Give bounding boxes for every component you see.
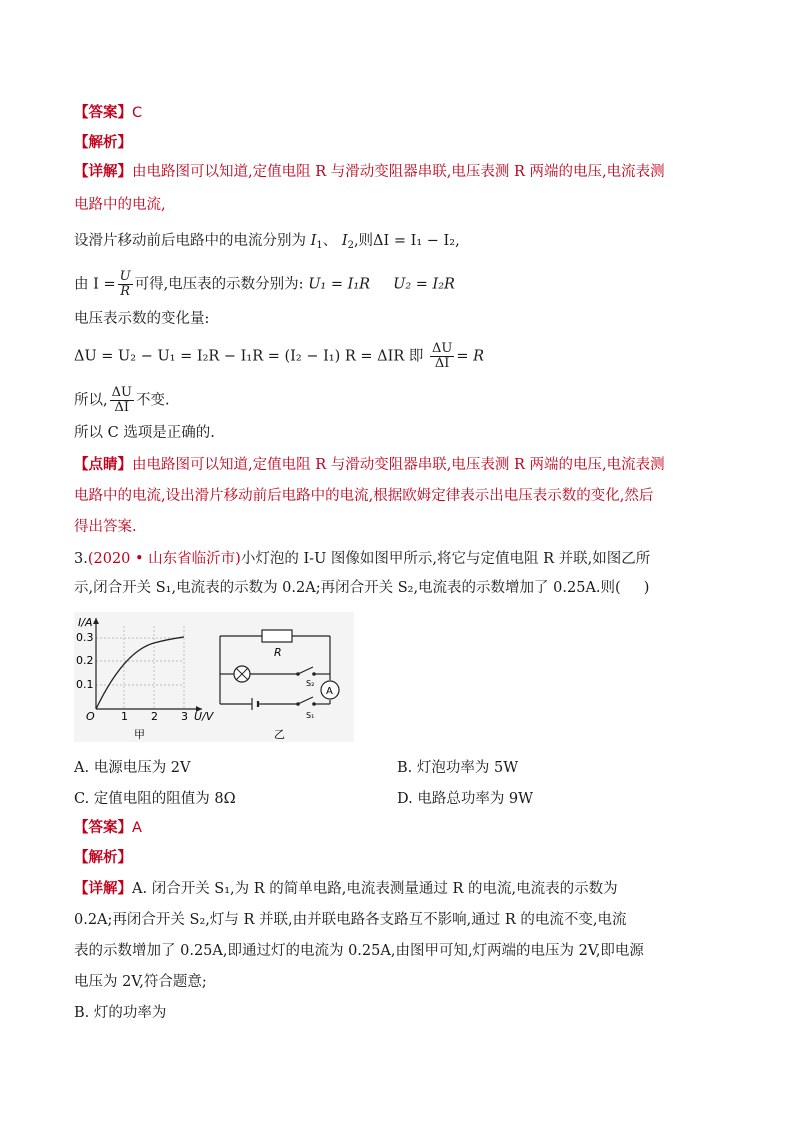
detail-line-7 (74, 386, 170, 415)
current-i1: I (310, 233, 317, 249)
resistor (262, 630, 292, 642)
detail-line-5: 电压表示数的变化量: (74, 311, 210, 327)
comment-tag: 【点睛】 (74, 456, 132, 473)
figure-b-caption: 乙 (274, 728, 285, 741)
fraction-numerator: ΔU (111, 385, 132, 400)
question-number: 3. (74, 551, 88, 567)
from-text: 由 (74, 276, 89, 293)
then-text: ,则 (353, 233, 374, 249)
y-tick-0-2: 0.2 (76, 654, 94, 667)
u2-equation: U₂ = I₂R (393, 276, 455, 293)
delta-i-equation: ΔI = I₁ − I₂ (373, 233, 456, 249)
option-a: A. 电源电压为 2V (74, 760, 191, 776)
comment-line-1 (74, 455, 665, 475)
circuit-figure (214, 612, 354, 742)
detail-3-line-3: 表的示数增加了 0.25A,即通过灯的电流为 0.25A,由图甲可知,灯两端的电压为 2V,即电源 (74, 943, 644, 959)
detail-line-1 (74, 162, 665, 182)
option-c: C. 定值电阻的阻值为 8Ω (74, 791, 236, 807)
detail-line-3: 设滑片移动前后电路中的电流分别为 $I_1$、 $I_2$,则ΔI = I₁ − I₂, (74, 233, 460, 251)
answer-3-tag: 【答案】 (74, 819, 132, 836)
delta-u-equation: ΔU = U₂ − U₁ = I₂R − I₁R = (I₂ − I₁) R = ΔIR (74, 348, 405, 365)
answer-value: C (132, 105, 143, 121)
answer-blank-close: ) (643, 580, 650, 596)
answer-3-value: A (132, 820, 142, 836)
answer-tag: 【答案】 (74, 104, 132, 121)
question-3-line-2 (74, 578, 649, 598)
resistor-label: R (274, 646, 282, 659)
switch-s1-label: S₁ (306, 711, 315, 720)
y-axis-label: I/A (78, 616, 93, 629)
detail-3-line-1 (74, 879, 618, 899)
analysis-3-line (74, 848, 132, 868)
analysis-3-tag: 【解析】 (74, 849, 132, 866)
voltmeter-text: 可得,电压表的示数分别为: (134, 276, 304, 293)
iu-graph-figure (74, 612, 214, 742)
answer-3-line (74, 818, 142, 838)
x-tick-2: 2 (151, 710, 158, 723)
detail-3-tag: 【详解】 (74, 880, 132, 897)
y-tick-0-1: 0.1 (76, 678, 94, 691)
detail-line-2: 电路中的电流, (74, 197, 166, 213)
detail-line-4 (74, 270, 455, 299)
delta-fraction-2 (110, 386, 134, 415)
unchanged-text: 不变. (135, 392, 170, 409)
comment-line-3: 得出答案. (74, 519, 137, 535)
separator: 、 (322, 233, 338, 249)
ohm-fraction (118, 270, 133, 299)
comma: , (455, 233, 460, 249)
u1-equation: U₁ = I₁R (308, 276, 371, 293)
comment-line-2: 电路中的电流,设出滑片移动前后电路中的电流,根据欧姆定律表示出电压表示数的变化,然后 (74, 488, 654, 504)
therefore-text: 所以, (74, 392, 108, 409)
switch-s2-label: S₂ (306, 679, 315, 688)
detail-line-3-prefix: 设滑片移动前后电路中的电流分别为 (74, 233, 306, 249)
fraction-denominator: ΔI (114, 400, 130, 415)
detail-text-1: 由电路图可以知道,定值电阻 R 与滑动变阻器串联,电压表测 R 两端的电压,电流表测 (132, 164, 665, 180)
option-d: D. 电路总功率为 9W (397, 791, 534, 807)
ammeter-label: A (326, 686, 333, 697)
detail-line-6 (74, 342, 484, 371)
detail-3-text-1: A. 闭合开关 S₁,为 R 的简单电路,电流表测量通过 R 的电流,电流表的示数为 (132, 881, 618, 897)
x-axis-label: U/V (194, 710, 214, 723)
y-tick-0-3: 0.3 (76, 631, 94, 644)
detail-3-line-2: 0.2A;再闭合开关 S₂,灯与 R 并联,由并联电路各支路互不影响,通过 R 的电流不变,电流 (74, 912, 627, 928)
fraction-denominator: R (120, 284, 130, 299)
question-text-2: 示,闭合开关 S₁,电流表的示数为 0.2A;再闭合开关 S₂,电流表的示数增加了 0.25A.则( (74, 580, 621, 596)
answer-line (74, 103, 142, 123)
comment-text-1: 由电路图可以知道,定值电阻 R 与滑动变阻器串联,电压表测 R 两端的电压,电流表测 (132, 457, 665, 473)
figure-background (74, 612, 214, 742)
origin-label: O (86, 710, 95, 723)
x-tick-1: 1 (121, 710, 128, 723)
analysis-line (74, 133, 132, 153)
option-b: B. 灯泡功率为 5W (397, 760, 519, 776)
delta-fraction (430, 342, 454, 371)
detail-line-8: 所以 C 选项是正确的. (74, 425, 215, 441)
ohm-lhs: I = (93, 276, 116, 293)
detail-3-line-4: 电压为 2V,符合题意; (74, 974, 207, 990)
fraction-denominator: ΔI (434, 356, 450, 371)
question-3-line-1 (74, 549, 650, 569)
question-source: (2020 • 山东省临沂市) (87, 551, 241, 567)
current-i2: I (341, 233, 348, 249)
figure-a-caption: 甲 (134, 728, 145, 741)
analysis-tag: 【解析】 (74, 134, 132, 151)
detail-3-line-5: B. 灯的功率为 (74, 1005, 167, 1021)
x-tick-3: 3 (181, 710, 188, 723)
fraction-numerator: U (119, 269, 131, 284)
detail-tag: 【详解】 (74, 163, 132, 180)
namely-text: 即 (408, 348, 424, 365)
equals-r: = R (456, 348, 485, 365)
question-text-1: 小灯泡的 I-U 图像如图甲所示,将它与定值电阻 R 并联,如图乙所 (240, 551, 651, 567)
fraction-numerator: ΔU (432, 341, 453, 356)
